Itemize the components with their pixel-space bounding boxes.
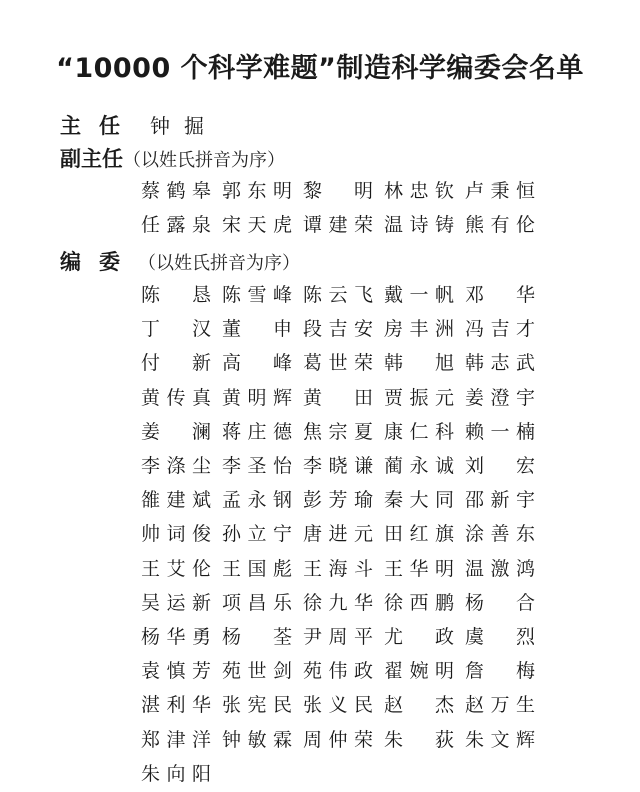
vice-chair-name: 任露泉 [141,214,211,236]
page-title: “10000 个科学难题”制造科学编委会名单 [56,53,584,84]
member-name: 贾振元 [384,386,454,409]
member-name: 温激鸿 [465,557,535,580]
member-name: 田红旗 [384,523,454,546]
member-name: 王华明 [384,557,454,580]
member-name: 高峰 [222,352,292,375]
member-name: 黄明辉 [222,386,292,409]
member-name: 王海斗 [303,557,373,580]
member-name: 湛利华 [141,694,211,717]
member-name: 赖一楠 [465,420,535,443]
member-name: 苑世剑 [222,660,292,683]
member-name: 帅词俊 [141,523,211,546]
member-name: 冯吉才 [465,318,535,341]
member-name: 戴一帆 [384,284,454,306]
member-name: 邓华 [465,284,535,306]
member-name: 徐西鹏 [384,591,454,614]
member-name: 蒋庄德 [222,420,292,443]
member-name: 赵杰 [384,694,454,717]
member-heading [60,246,300,278]
member-name: 秦大同 [384,489,454,512]
member-name: 康仁科 [384,420,454,443]
member-name: 朱文辉 [465,728,535,751]
chair-name: 钟掘 [150,114,218,138]
member-name: 徐九华 [303,591,373,614]
member-name: 詹梅 [465,660,535,683]
member-name: 韩旭 [384,352,454,375]
vice-chair-heading [60,143,285,175]
member-name: 姜澜 [141,420,211,443]
member-name: 杨荃 [222,626,292,648]
member-name: 钟敏霖 [222,728,292,751]
vice-chair-name: 温诗铸 [384,214,454,236]
member-name: 苑伟政 [303,660,373,683]
member-name: 张宪民 [222,694,292,717]
member-name: 黄田 [303,386,373,409]
member-name: 葛世荣 [303,352,373,375]
member-name: 姜澄宇 [465,386,535,409]
member-name: 付新 [141,352,211,375]
member-name: 赵万生 [465,694,535,717]
vice-chair-name: 郭东明 [222,180,292,202]
member-name: 周仲荣 [303,728,373,751]
vice-chair-name: 宋天虎 [222,214,292,236]
vice-chair-name: 黎明 [303,180,373,202]
member-name: 王国彪 [222,557,292,580]
member-name: 孙立宁 [222,523,292,546]
member-name: 王艾伦 [141,557,211,580]
member-name: 李圣怡 [222,455,292,477]
member-name: 杨华勇 [141,626,211,648]
member-name: 焦宗夏 [303,420,373,443]
member-name: 朱荻 [384,728,454,751]
member-name: 郑津洋 [141,728,211,751]
member-name: 杨合 [465,591,535,614]
vice-chair-name: 蔡鹤皋 [141,180,211,202]
member-name: 朱向阳 [141,762,211,785]
member-label: 编委 [60,250,138,274]
member-name: 张义民 [303,694,373,717]
member-name: 袁慎芳 [141,660,211,683]
member-name: 房丰洲 [384,318,454,341]
vice-chair-label: 副主任 [60,147,123,171]
member-name: 尤政 [384,626,454,648]
member-name: 涂善东 [465,523,535,546]
member-note: （以姓氏拼音为序） [138,253,300,274]
member-name: 陈恳 [141,284,211,306]
vice-chair-name: 熊有伦 [465,214,535,236]
vice-chair-note: （以姓氏拼音为序） [123,150,285,171]
member-name: 刘宏 [465,455,535,477]
member-name: 李涤尘 [141,455,211,477]
member-name: 李晓谦 [303,455,373,477]
member-name: 吴运新 [141,591,211,614]
member-name: 丁汉 [141,318,211,341]
member-name: 黄传真 [141,386,211,409]
member-name: 邵新宇 [465,489,535,512]
member-name: 尹周平 [303,626,373,648]
vice-chair-name: 卢秉恒 [465,180,535,202]
member-name: 陈雪峰 [222,284,292,306]
member-name: 孟永钢 [222,489,292,512]
member-name: 项昌乐 [222,591,292,614]
member-name: 韩志武 [465,352,535,375]
member-name: 虞烈 [465,626,535,648]
member-name: 雒建斌 [141,489,211,512]
member-name: 唐进元 [303,523,373,546]
member-name: 段吉安 [303,318,373,341]
member-name: 董申 [222,318,292,341]
chair-row [60,110,218,142]
member-name: 翟婉明 [384,660,454,683]
vice-chair-name: 谭建荣 [303,214,373,236]
chair-label: 主任 [60,114,138,138]
member-name: 陈云飞 [303,284,373,306]
member-name: 蔺永诚 [384,455,454,477]
member-name: 彭芳瑜 [303,489,373,512]
vice-chair-name: 林忠钦 [384,180,454,202]
